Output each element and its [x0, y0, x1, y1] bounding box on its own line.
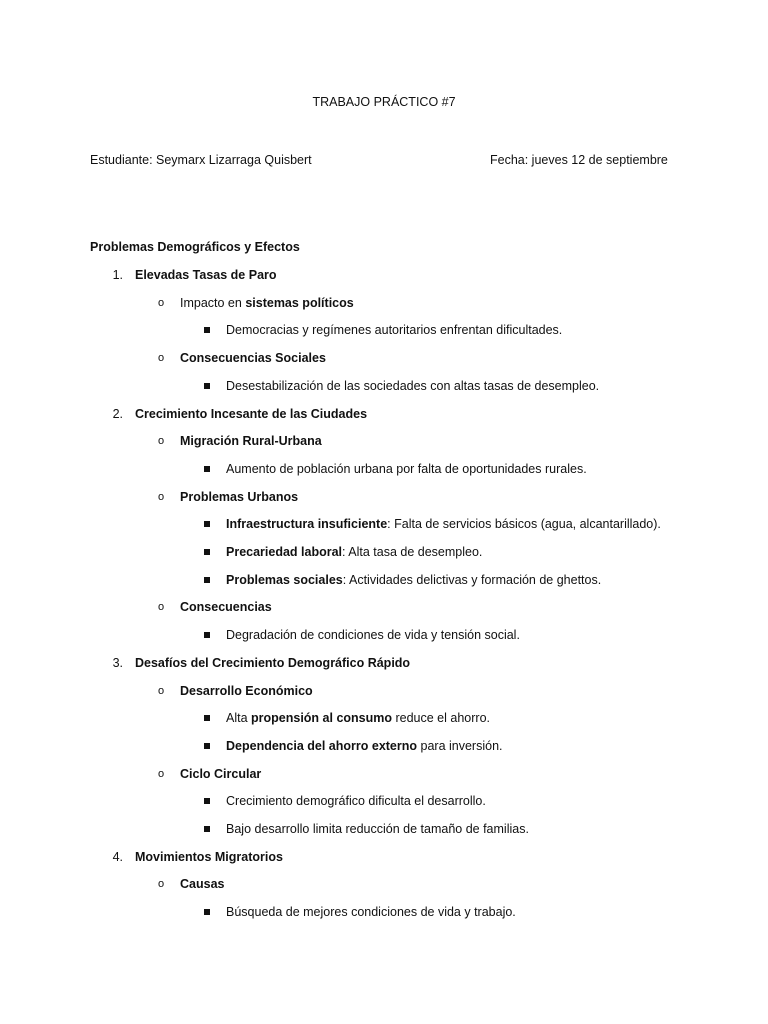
bullet-item: [226, 516, 661, 532]
square-bullet-icon: [204, 466, 210, 472]
square-bullet-icon: [204, 743, 210, 749]
text: Bajo desarrollo limita reducción de tamaño de familias.: [226, 822, 529, 836]
square-bullet-icon: [204, 521, 210, 527]
square-bullet-icon: [204, 798, 210, 804]
list-number: 2.: [112, 406, 123, 421]
text: Democracias y regímenes autoritarios enfrentan dificultades.: [226, 323, 563, 338]
bold-text: Causas: [180, 877, 225, 892]
bold-text: Problemas Urbanos: [180, 489, 299, 504]
text: Búsqueda de mejores condiciones de vida y trabajo.: [226, 905, 516, 920]
circle-bullet-icon: o: [157, 767, 165, 780]
sublist-item: [180, 350, 326, 366]
bold-text: propensión al consumo: [251, 711, 393, 726]
student-name: Estudiante: Seymarx Lizarraga Quisbert: [90, 153, 312, 167]
text: : Falta de servicios básicos (agua, alcantarillado).: [387, 517, 661, 532]
bullet-item: [226, 572, 601, 588]
square-bullet-icon: [204, 327, 210, 333]
bullet-item: [226, 322, 562, 338]
section-heading: Problemas Demográficos y Efectos: [90, 240, 300, 254]
circle-bullet-icon: o: [157, 296, 165, 309]
bullet-item: [226, 461, 587, 477]
circle-bullet-icon: o: [157, 352, 165, 365]
bullet-item: [226, 904, 516, 920]
list-item-title: Elevadas Tasas de Paro: [135, 268, 277, 282]
bullet-item: [226, 378, 599, 394]
bullet-item: [226, 544, 482, 560]
circle-bullet-icon: o: [157, 684, 165, 697]
bold-text: Ciclo Circular: [180, 766, 262, 781]
text: Desestabilización de las sociedades con altas tasas de desempleo.: [226, 378, 600, 393]
square-bullet-icon: [204, 826, 210, 832]
sublist-item: [180, 295, 354, 311]
sublist-item: [180, 489, 298, 505]
square-bullet-icon: [204, 549, 210, 555]
sublist-item: [180, 683, 313, 699]
bold-text: Desarrollo Económico: [180, 683, 313, 698]
text: Aumento de población urbana por falta de oportunidades rurales.: [226, 461, 587, 476]
text: para inversión.: [417, 738, 503, 753]
circle-bullet-icon: o: [157, 435, 165, 448]
sublist-item: [180, 599, 272, 615]
bullet-item: [226, 793, 486, 809]
bold-text: Problemas sociales: [226, 572, 343, 587]
bold-text: Precariedad laboral: [226, 545, 343, 559]
square-bullet-icon: [204, 632, 210, 638]
list-item-title: Movimientos Migratorios: [135, 849, 283, 864]
bold-text: Dependencia del ahorro externo: [226, 738, 418, 753]
square-bullet-icon: [204, 577, 210, 583]
circle-bullet-icon: o: [157, 490, 165, 503]
list-item-title: Desafíos del Crecimiento Demográfico Rápido: [135, 655, 411, 670]
text: Crecimiento demográfico dificulta el desarrollo.: [226, 794, 486, 809]
bullet-item: [226, 821, 529, 837]
sublist-item: [180, 876, 224, 892]
bold-text: Infraestructura insuficiente: [226, 517, 388, 532]
list-number: 4.: [112, 849, 123, 864]
text: : Alta tasa de desempleo.: [342, 545, 483, 559]
bullet-item: [226, 738, 503, 754]
square-bullet-icon: [204, 909, 210, 915]
text: Alta: [226, 711, 252, 726]
sublist-item: [180, 433, 322, 449]
sublist-item: [180, 766, 261, 782]
text: reduce el ahorro.: [392, 711, 490, 726]
circle-bullet-icon: o: [157, 601, 165, 614]
text: : Actividades delictivas y formación de ghettos.: [342, 572, 602, 587]
bold-text: sistemas políticos: [245, 295, 354, 310]
list-item-title: Crecimiento Incesante de las Ciudades: [135, 406, 368, 421]
circle-bullet-icon: o: [157, 878, 165, 891]
text: Impacto en: [180, 295, 246, 310]
bold-text: Migración Rural-Urbana: [180, 434, 322, 449]
square-bullet-icon: [204, 715, 210, 721]
bold-text: Consecuencias: [180, 600, 272, 615]
bullet-item: [226, 710, 490, 726]
document-date: Fecha: jueves 12 de septiembre: [490, 153, 668, 167]
text: Degradación de condiciones de vida y tensión social.: [226, 628, 520, 643]
bold-text: Consecuencias Sociales: [180, 351, 326, 366]
list-number: 1.: [112, 268, 123, 282]
square-bullet-icon: [204, 383, 210, 389]
bullet-item: [226, 627, 520, 643]
list-number: 3.: [112, 655, 123, 670]
document-title: TRABAJO PRÁCTICO #7: [312, 95, 456, 109]
